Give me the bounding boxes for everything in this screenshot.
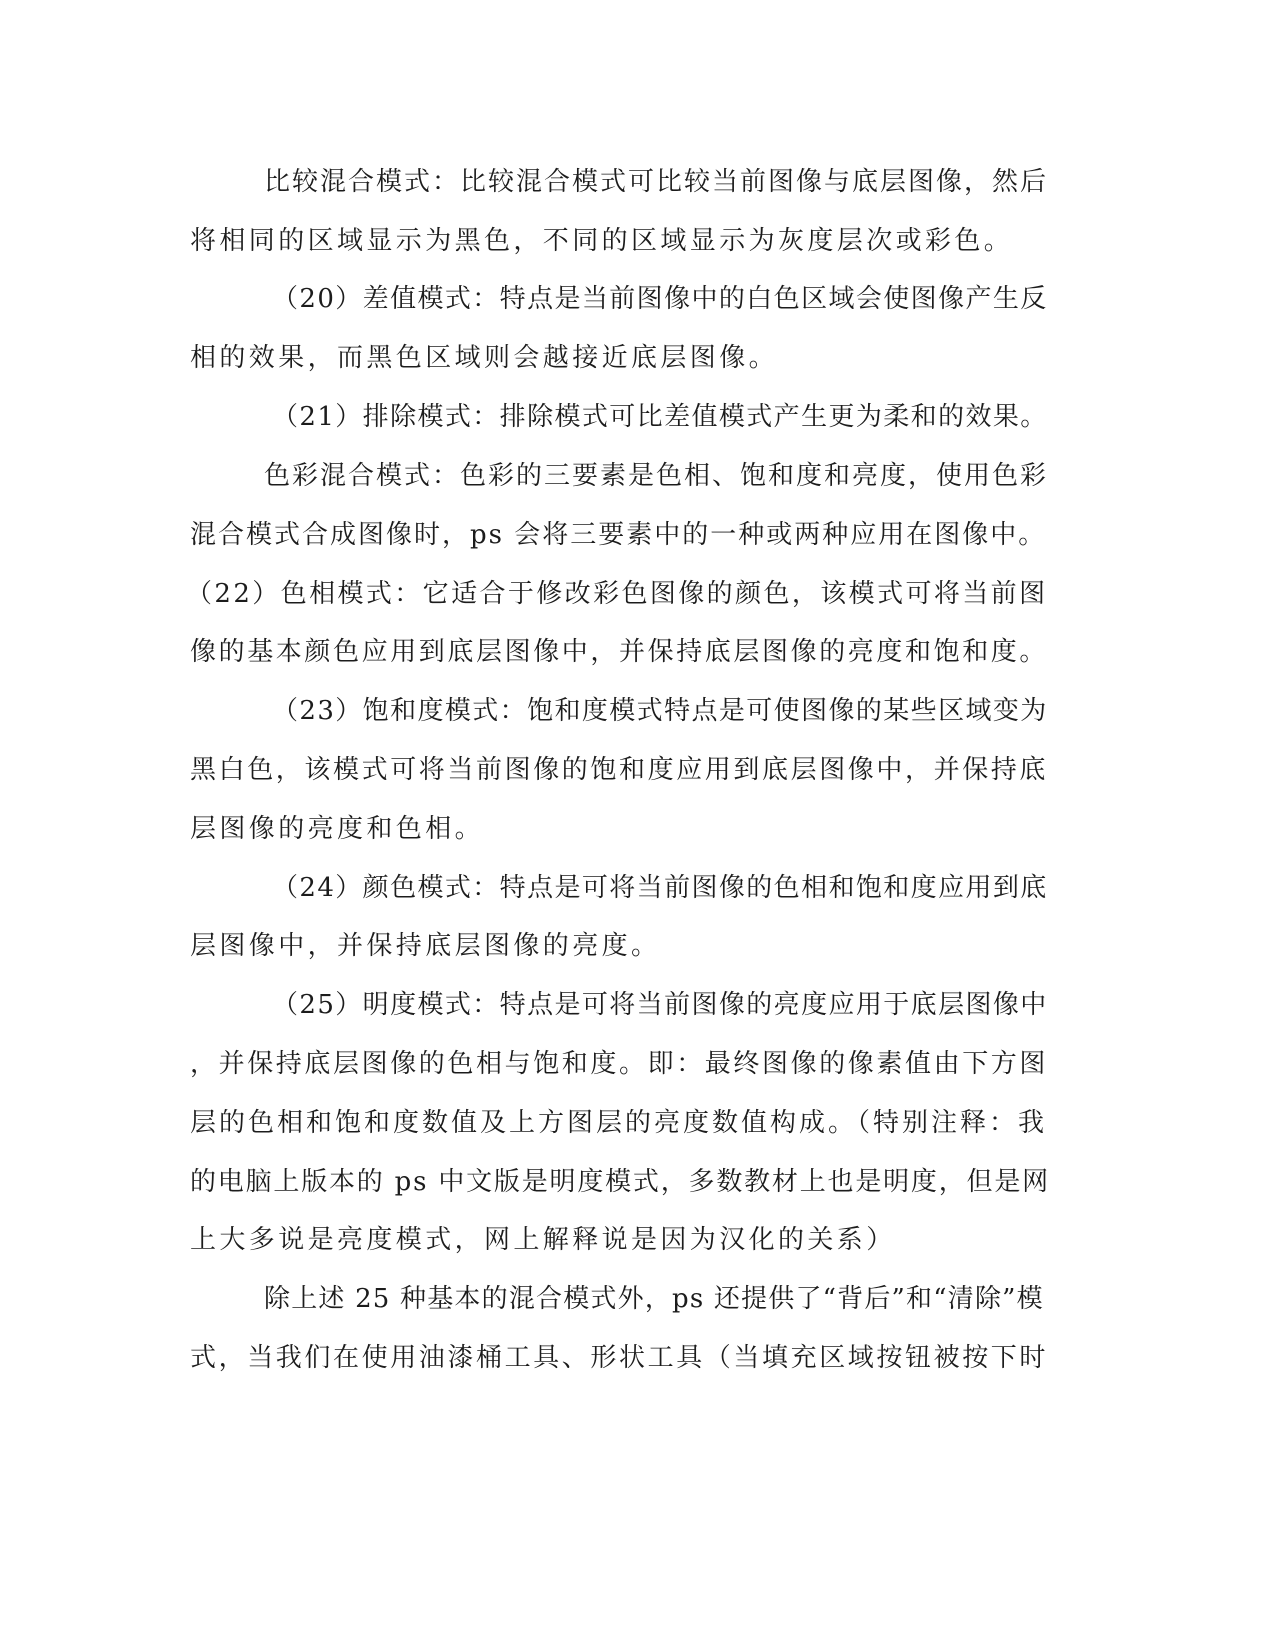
text-line: 将相同的区域显示为黑色，不同的区域显示为灰度层次或彩色。	[190, 226, 1014, 256]
text-line: （24）颜色模式：特点是可将当前图像的色相和饱和度应用到底	[272, 873, 1048, 903]
text-line: 层图像中，并保持底层图像的亮度。	[190, 931, 661, 961]
text-line: 层图像的亮度和色相。	[190, 814, 485, 844]
text-line: 像的基本颜色应用到底层图像中，并保持底层图像的亮度和饱和度。	[190, 637, 1049, 667]
text-line: ，并保持底层图像的色相与饱和度。即：最终图像的像素值由下方图	[190, 1049, 1049, 1079]
text-line: 相的效果，而黑色区域则会越接近底层图像。	[190, 343, 779, 373]
text-line: 色彩混合模式：色彩的三要素是色相、饱和度和亮度，使用色彩	[264, 461, 1049, 491]
text-line: （22）色相模式：它适合于修改彩色图像的颜色，该模式可将当前图	[186, 579, 1048, 609]
text-line: 式，当我们在使用油漆桶工具、形状工具（当填充区域按钮被按下时	[190, 1343, 1049, 1373]
text-line: 的电脑上版本的 ps 中文版是明度模式，多数教材上也是明度，但是网	[190, 1167, 1050, 1197]
text-line: 上大多说是亮度模式，网上解释说是因为汉化的关系）	[190, 1225, 896, 1255]
text-line: 层的色相和饱和度数值及上方图层的亮度数值构成。（特别注释：我	[190, 1108, 1048, 1138]
text-line: 比较混合模式：比较混合模式可比较当前图像与底层图像，然后	[264, 167, 1049, 197]
text-line: （23）饱和度模式：饱和度模式特点是可使图像的某些区域变为	[272, 696, 1048, 726]
text-line: 混合模式合成图像时，ps 会将三要素中的一种或两种应用在图像中。	[190, 520, 1047, 550]
text-line: （25）明度模式：特点是可将当前图像的亮度应用于底层图像中	[272, 990, 1048, 1020]
text-line: 除上述 25 种基本的混合模式外，ps 还提供了“背后”和“清除”模	[264, 1284, 1044, 1314]
text-line: 黑白色，该模式可将当前图像的饱和度应用到底层图像中，并保持底	[190, 755, 1049, 785]
text-line: （20）差值模式：特点是当前图像中的白色区域会使图像产生反	[272, 284, 1048, 314]
text-line: （21）排除模式：排除模式可比差值模式产生更为柔和的效果。	[272, 402, 1048, 432]
